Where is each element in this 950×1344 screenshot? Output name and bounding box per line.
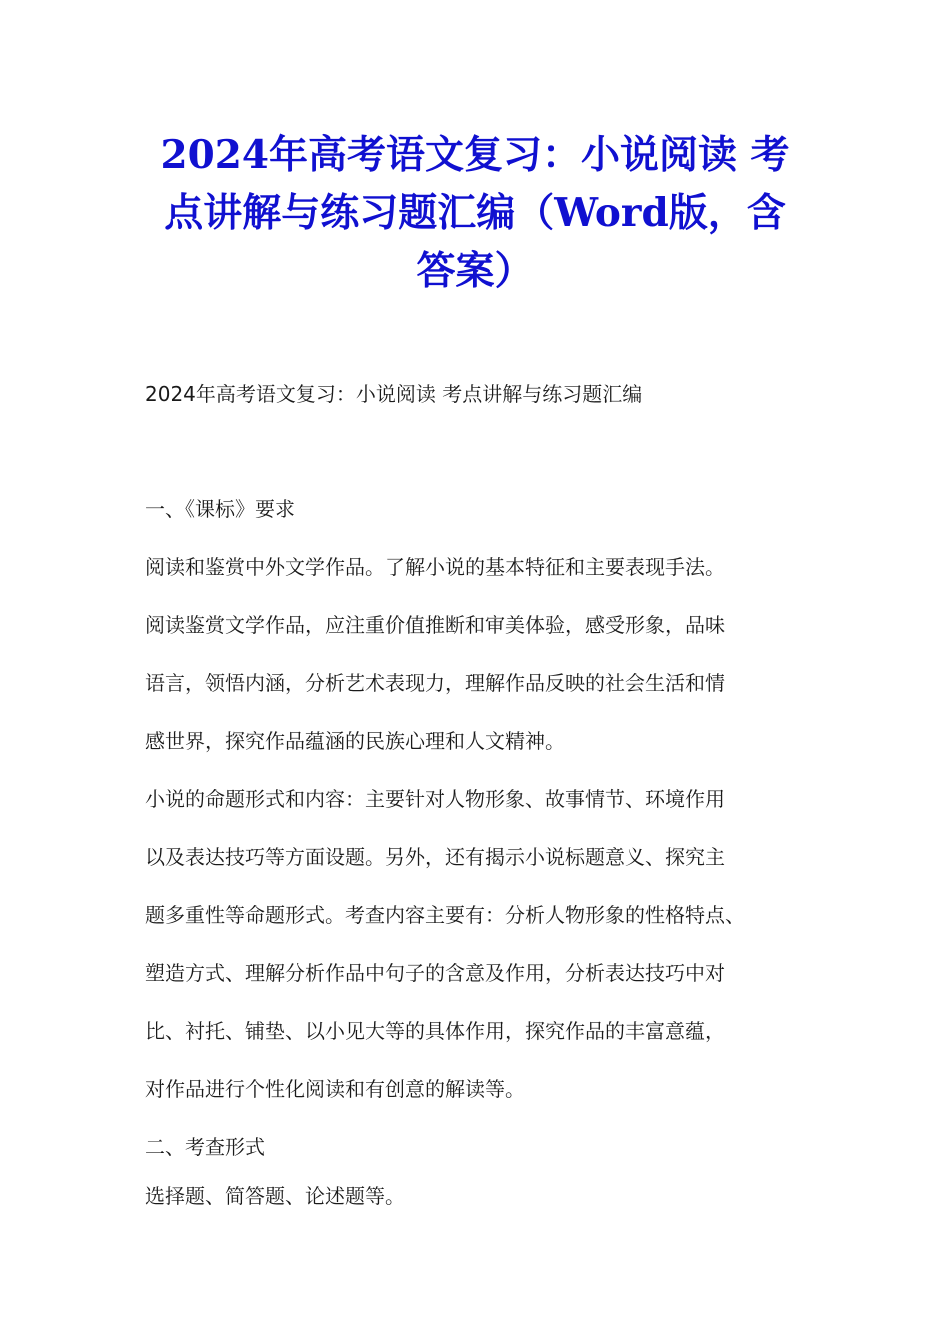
section-heading-exam-format: 二、考查形式 [145,1135,265,1159]
title-line: 点讲解与练习题汇编（Word版，含 [164,190,786,236]
paragraph-line: 对作品进行个性化阅读和有创意的解读等。 [145,1077,525,1101]
paragraph-requirements-intro [145,538,845,596]
paragraph-exam-format [145,1167,845,1225]
paragraph-line: 选择题、简答题、论述题等。 [145,1184,405,1208]
paragraph-line: 题多重性等命题形式。考查内容主要有：分析人物形象的性格特点、 [145,903,745,927]
title-line: 2024年高考语文复习：小说阅读 考 [160,132,790,178]
paragraph-appreciation [145,596,845,770]
paragraph-line: 小说的命题形式和内容：主要针对人物形象、故事情节、环境作用 [145,787,725,811]
paragraph-question-forms [145,770,845,1118]
document-subtitle: 2024年高考语文复习：小说阅读 考点讲解与练习题汇编 [145,382,643,406]
section-heading-requirements: 一、《课标》要求 [145,497,295,521]
title-line: 答案） [416,248,534,294]
paragraph-line: 感世界，探究作品蕴涵的民族心理和人文精神。 [145,729,565,753]
document-title [120,126,830,300]
paragraph-line: 语言，领悟内涵，分析艺术表现力，理解作品反映的社会生活和情 [145,671,725,695]
paragraph-line: 以及表达技巧等方面设题。另外，还有揭示小说标题意义、探究主 [145,845,725,869]
paragraph-line: 阅读和鉴赏中外文学作品。了解小说的基本特征和主要表现手法。 [145,555,725,579]
paragraph-line: 阅读鉴赏文学作品，应注重价值推断和审美体验，感受形象，品味 [145,613,725,637]
paragraph-line: 比、衬托、铺垫、以小见大等的具体作用，探究作品的丰富意蕴， [145,1019,725,1043]
paragraph-line: 塑造方式、理解分析作品中句子的含意及作用，分析表达技巧中对 [145,961,725,985]
